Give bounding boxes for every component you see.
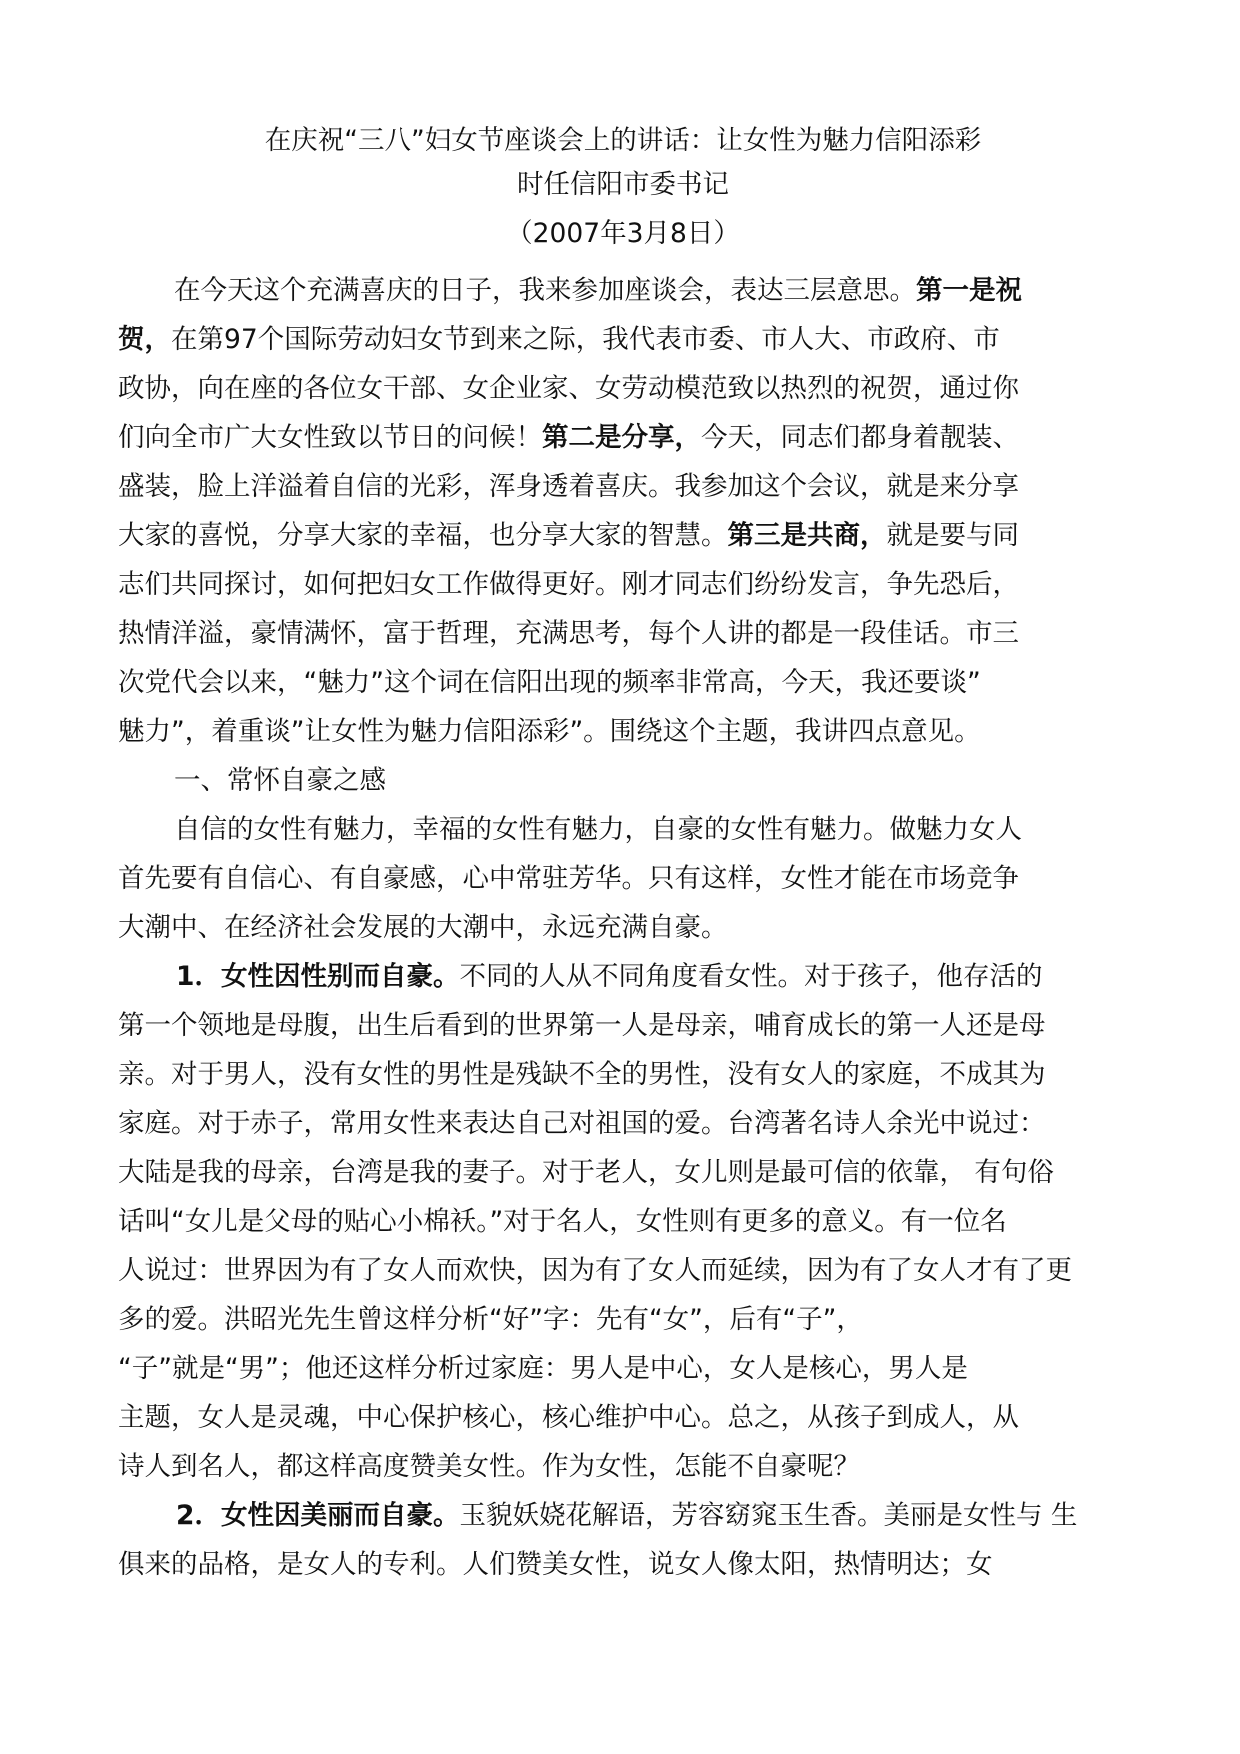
intro-text: 就是要与同 — [886, 520, 1019, 551]
intro-text: 大家的喜悦，分享大家的幸福，也分享大家的智慧。 — [118, 520, 728, 551]
intro-text: 们向全市广大女性致以节日的问候！ — [118, 422, 542, 453]
document-title: 在庆祝“三八”妇女节座谈会上的讲话：让女性为魅力信阳添彩 — [264, 125, 982, 156]
intro-text: 在今天这个充满喜庆的日子，我来参加座谈会，表达三层意思。 — [174, 275, 916, 306]
paragraph-line: 人说过：世界因为有了女人而欢快，因为有了女人而延续，因为有了女人才有了更 — [118, 1255, 1072, 1286]
point-1-heading: 1．女性因性别而自豪。 — [176, 961, 460, 992]
third-point-label: 第三是共商， — [727, 520, 887, 551]
paragraph-line: 魅力”，着重谈”让女性为魅力信阳添彩”。围绕这个主题，我讲四点意见。 — [118, 716, 981, 747]
paragraph-line: 诗人到名人，都这样高度赞美女性。作为女性，怎能不自豪呢？ — [118, 1451, 860, 1482]
speech-date: （2007年3月8日） — [506, 218, 740, 249]
paragraph-line — [118, 413, 1138, 462]
paragraph-line: 亲。对于男人，没有女性的男性是残缺不全的男性，没有女人的家庭，不成其为 — [118, 1059, 1046, 1090]
section-heading: 一、常怀自豪之感 — [174, 765, 386, 796]
paragraph-line: 次党代会以来，“魅力”这个词在信阳出现的频率非常高，今天，我还要谈” — [118, 667, 981, 698]
paragraph-line: 政协，向在座的各位女干部、女企业家、女劳动模范致以热烈的祝贺，通过你 — [118, 373, 1019, 404]
paragraph-line: 志们共同探讨，如何把妇女工作做得更好。刚才同志们纷纷发言，争先恐后， — [118, 569, 1019, 600]
paragraph-line: 家庭。对于赤子，常用女性来表达自己对祖国的爱。台湾著名诗人余光中说过： — [118, 1108, 1046, 1139]
paragraph-line — [118, 511, 1138, 560]
speaker-line: 时任信阳市委书记 — [517, 169, 729, 200]
second-point-label: 第二是分享， — [542, 422, 701, 453]
paragraph-line — [118, 1491, 1138, 1540]
paragraph-line: 话叫“女儿是父母的贴心小棉袄。”对于名人，女性则有更多的意义。有一位名 — [118, 1206, 1007, 1237]
paragraph-line: 盛装，脸上洋溢着自信的光彩，浑身透着喜庆。我参加这个会议，就是来分享 — [118, 471, 1019, 502]
paragraph-line — [118, 266, 1138, 315]
intro-text: 今天，同志们都身着靓装、 — [701, 422, 1019, 453]
point-text: 玉貌妖娆花解语，芳容窈窕玉生香。美丽是女性与 生 — [459, 1500, 1078, 1531]
speech-body — [118, 266, 1138, 1589]
paragraph-line: 第一个领地是母腹，出生后看到的世界第一人是母亲，哺育成长的第一人还是母 — [118, 1010, 1046, 1041]
first-point-label: 第一是祝 — [916, 275, 1022, 306]
paragraph-line: 热情洋溢，豪情满怀，富于哲理，充满思考，每个人讲的都是一段佳话。市三 — [118, 618, 1019, 649]
first-point-label-end: 贺， — [118, 324, 171, 355]
intro-text: 在第97个国际劳动妇女节到来之际，我代表市委、市人大、市政府、市 — [171, 324, 1000, 355]
point-text: 不同的人从不同角度看女性。对于孩子，他存活的 — [459, 961, 1043, 992]
point-2-heading: 2．女性因美丽而自豪。 — [176, 1500, 460, 1531]
paragraph-line: 俱来的品格，是女人的专利。人们赞美女性，说女人像太阳，热情明达；女 — [118, 1549, 993, 1580]
paragraph-line: 首先要有自信心、有自豪感，心中常驻芳华。只有这样，女性才能在市场竞争 — [118, 863, 1019, 894]
paragraph-line — [118, 315, 1138, 364]
paragraph-line: 自信的女性有魅力，幸福的女性有魅力，自豪的女性有魅力。做魅力女人 — [174, 814, 1022, 845]
paragraph-line: “子”就是“男”；他还这样分析过家庭：男人是中心，女人是核心，男人是 — [118, 1353, 968, 1384]
paragraph-line: 大陆是我的母亲，台湾是我的妻子。对于老人，女儿则是最可信的依靠， 有句俗 — [118, 1157, 1054, 1188]
paragraph-line: 主题，女人是灵魂，中心保护核心，核心维护中心。总之，从孩子到成人，从 — [118, 1402, 1019, 1433]
paragraph-line: 大潮中、在经济社会发展的大潮中，永远充满自豪。 — [118, 912, 728, 943]
paragraph-line — [118, 952, 1138, 1001]
paragraph-line: 多的爱。洪昭光先生曾这样分析“好”字：先有“女”，后有“子”， — [118, 1304, 863, 1335]
